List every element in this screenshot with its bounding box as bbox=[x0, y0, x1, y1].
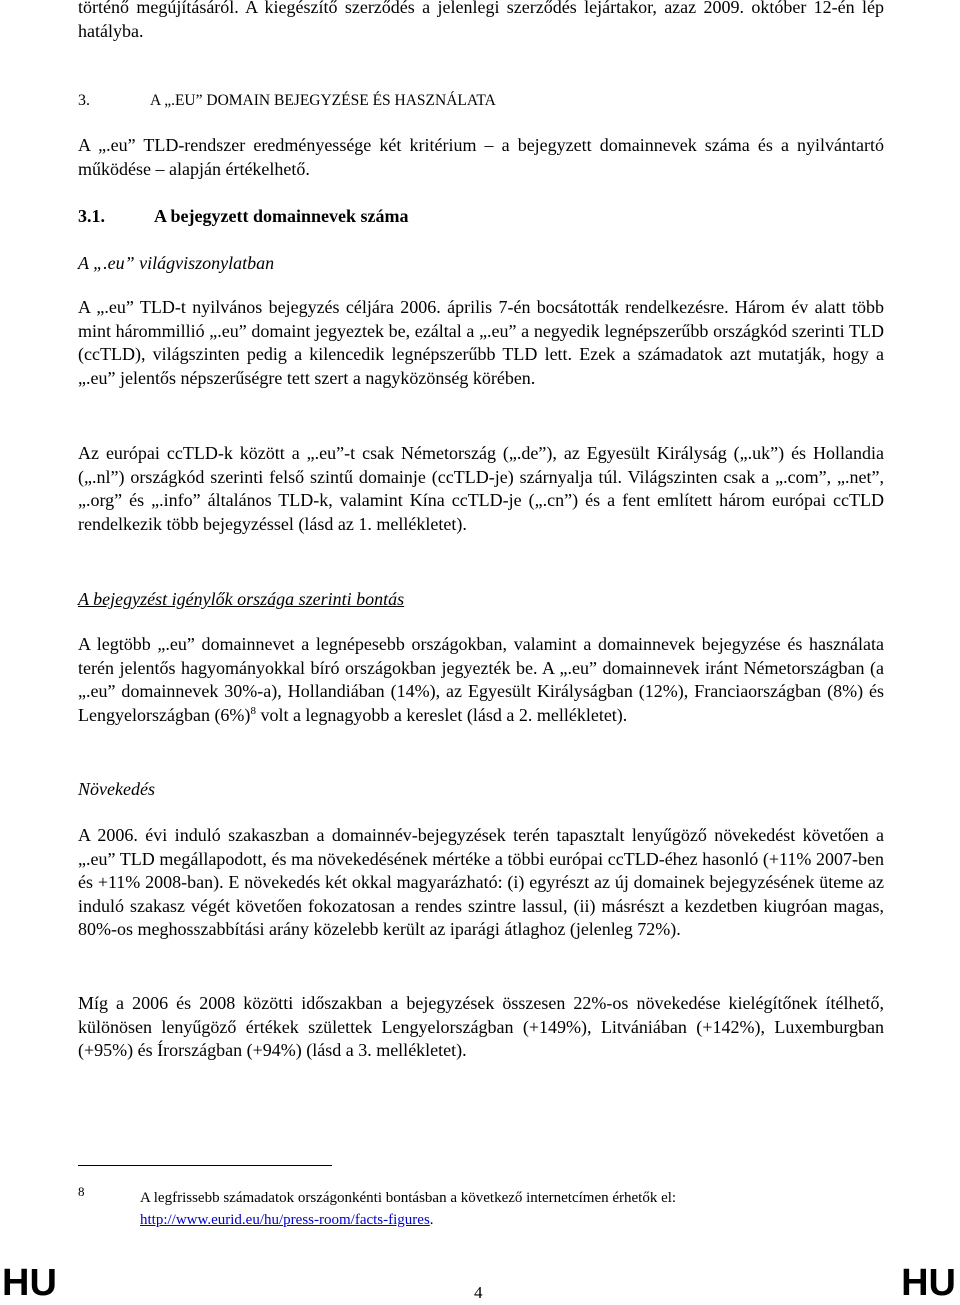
page-number: 4 bbox=[474, 1283, 483, 1302]
footnote-separator bbox=[78, 1165, 332, 1166]
footnote-ref[interactable]: 8 bbox=[250, 704, 256, 717]
growth-paragraph-1: A 2006. évi induló szakaszban a domainnév-bejegyzések terén tapasztalt lenyűgöző növekedést követően a „.eu” TLD megállapodott, és ma növekedésének mértéke a többi európai ccTLD-éhez hasonló (+11% 2007-ben és +11% 2008-ban). E növekedés két okkal magyarázható: (i) egyrészt az új domainek bejegyzésének üteme az induló szakasz végét követően fokozatosan a rendes szintre lassul, (ii) másrészt a kezdetben kiugróan magas, 80%-os meghosszabbítási arány közelebb került az iparági átlaghoz (jelenleg 72%). bbox=[78, 825, 884, 939]
language-code-left: HU bbox=[2, 1262, 57, 1304]
intro-paragraph: történő megújításáról. A kiegészítő szerződés a jelenlegi szerződés lejártakor, azaz 2009. október 12-én lép hatályba. bbox=[78, 0, 884, 41]
country-paragraph bbox=[78, 633, 884, 727]
world-paragraph-1: A „.eu” TLD-t nyilvános bejegyzés céljára 2006. április 7-én bocsátották rendelkezésre. Három év alatt több mint hárommillió „.eu” domaint jegyeztek be, ezáltal a „.eu” a negyedik legnépszerűbb országkód szerinti TLD (ccTLD), világszinten pedig a kilencedik legnépszerűbb TLD lett. Ezek a számadatok azt mutatják, hogy a „.eu” jelentős népszerűségre tett szert a nagyközönség körében. bbox=[78, 297, 884, 388]
subheading-growth: Növekedés bbox=[78, 779, 155, 799]
footnote-link[interactable]: http://www.eurid.eu/hu/press-room/facts-figures bbox=[140, 1212, 430, 1228]
section-3-number: 3. bbox=[78, 92, 90, 109]
section-3-title: A „.EU” DOMAIN BEJEGYZÉSE ÉS HASZNÁLATA bbox=[150, 92, 496, 109]
subheading-country: A bejegyzést igénylők országa szerinti bontás bbox=[78, 589, 405, 609]
language-code-right: HU bbox=[901, 1262, 956, 1304]
section-3-paragraph: A „.eu” TLD-rendszer eredményessége két kritérium – a bejegyzett domainnevek száma és a nyilvántartó működése – alapján értékelhető. bbox=[78, 135, 884, 179]
footnote-text bbox=[140, 1187, 860, 1231]
country-paragraph-text: A legtöbb „.eu” domainnevet a legnépesebb országokban, valamint a domainnevek bejegyzése és használata terén jelentős hagyományokkal bíró országokban jegyezték be. A „.eu” domainnevek iránt Németországban (a „.eu” domainnevek 30%-a), Hollandiában (14%), az Egyesült Királyságban (12%), Franciaországban (8%) és Lengyelországban (6%) bbox=[78, 634, 884, 725]
growth-paragraph-2: Míg a 2006 és 2008 közötti időszakban a bejegyzések összesen 22%-os növekedése kielégítőnek ítélhető, különösen lenyűgöző értékek születtek Lengyelországban (+149%), Litvániában (+142%), Luxemburgban (+95%) és Írországban (+94%) (lásd a 3. mellékletet). bbox=[78, 993, 884, 1060]
world-paragraph-2: Az európai ccTLD-k között a „.eu”-t csak Németország („.de”), az Egyesült Királyság („.uk”) és Hollandia („.nl”) országkód szerinti felső szintű domainje (ccTLD-je) szárnyalja túl. Világszinten csak a „.com”, „.net”, „.org” és „.info” általános TLD-k, valamint Kína ccTLD-je („.cn”) és a fent említett három európai ccTLD rendelkezik több bejegyzéssel (lásd az 1. mellékletet). bbox=[78, 443, 884, 534]
footnote-body: A legfrissebb számadatok országonkénti bontásban a következő internetcímen érhetők el: bbox=[140, 1190, 677, 1206]
footnote-link-end: . bbox=[429, 1212, 434, 1228]
footnote-number: 8 bbox=[78, 1184, 85, 1199]
section-3-1-number: 3.1. bbox=[78, 206, 105, 226]
subheading-world: A „.eu” világviszonylatban bbox=[78, 253, 275, 273]
country-paragraph-end: volt a legnagyobb a kereslet (lásd a 2. mellékletet). bbox=[255, 704, 628, 725]
section-3-1-title: A bejegyzett domainnevek száma bbox=[154, 206, 409, 226]
